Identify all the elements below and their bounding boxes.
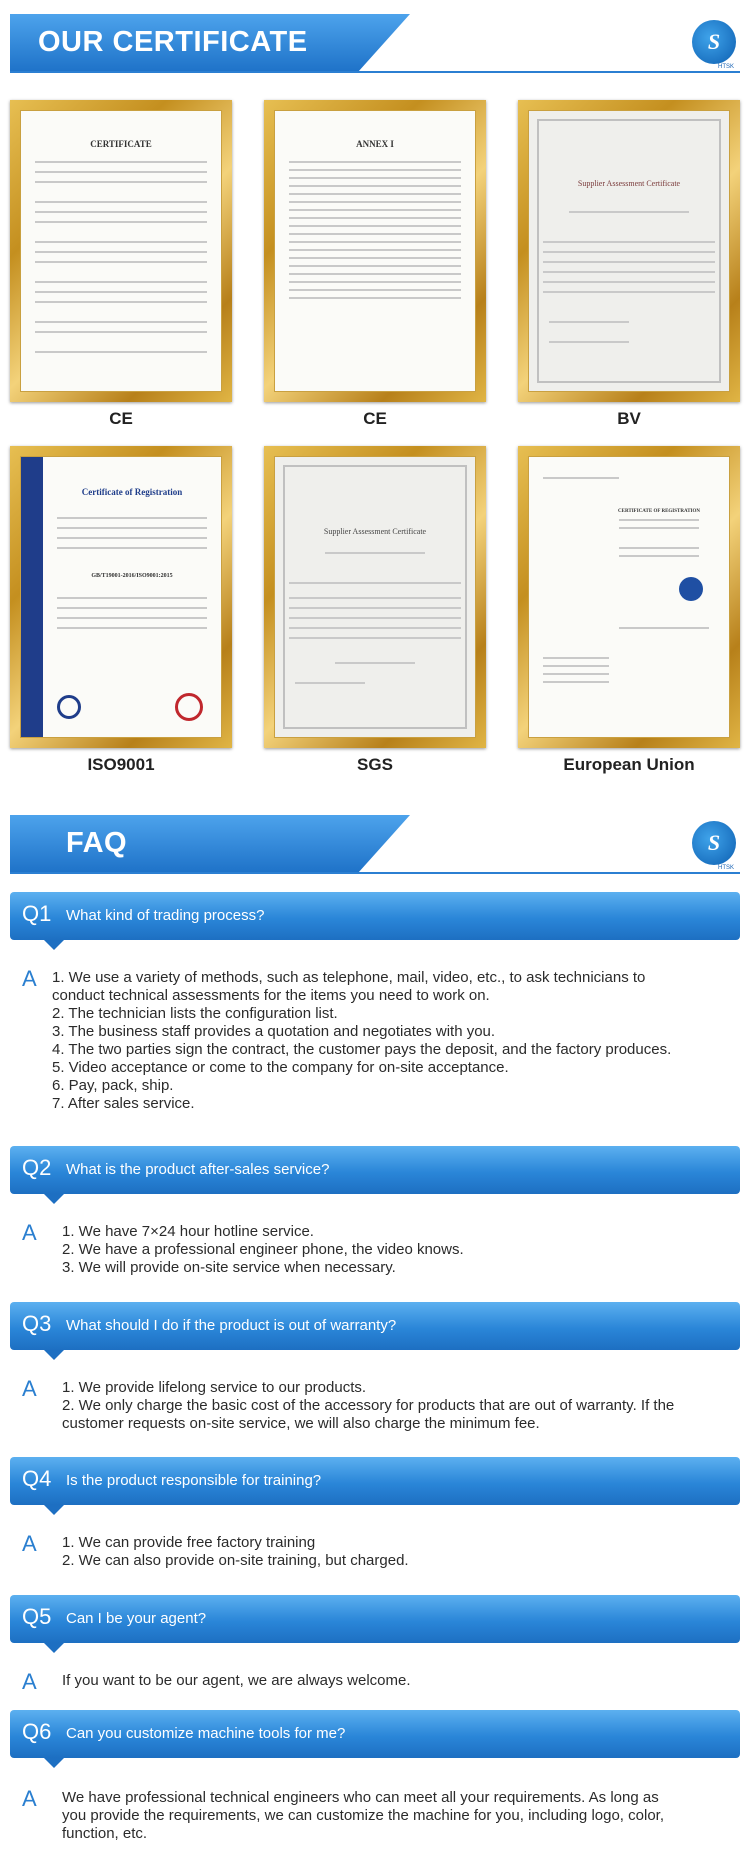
answer-line: 7. After sales service. <box>52 1095 195 1112</box>
answer-line: If you want to be our agent, we are always welcome. <box>62 1672 411 1689</box>
certificate-image <box>20 110 222 392</box>
certificate-label: European Union <box>563 755 695 774</box>
answer-line: function, etc. <box>62 1825 148 1842</box>
faq-answer-5 <box>10 1669 740 1693</box>
faq-answer-6 <box>10 1786 740 1846</box>
certificate-label: CE <box>109 409 133 428</box>
certificate-card-sgs <box>264 446 486 775</box>
answer-line: 1. We use a variety of methods, such as telephone, mail, video, etc., to ask technicians to <box>52 969 646 986</box>
answer-line: 3. We will provide on-site service when necessary. <box>62 1259 396 1276</box>
certificate-standard: GB/T19001-2016/ISO9001:2015 <box>91 573 173 579</box>
certificate-section-header <box>0 2 750 72</box>
answer-line: 4. The two parties sign the contract, the customer pays the deposit, and the factory produces. <box>52 1041 672 1058</box>
question-number: Q6 <box>22 1719 52 1744</box>
certificate-image <box>528 456 730 738</box>
certificate-label: ISO9001 <box>87 755 155 774</box>
certificate-label: CE <box>363 409 387 428</box>
answer-line: you provide the requirements, we can customize the machine for you, including logo, color, <box>62 1807 664 1824</box>
answer-line: 6. Pay, pack, ship. <box>52 1077 174 1094</box>
certificate-section-title: OUR CERTIFICATE <box>38 26 308 58</box>
answer-label: A <box>22 1220 37 1245</box>
certificate-card-european-union <box>518 446 740 775</box>
certificate-doc-title: CERTIFICATE <box>90 139 152 149</box>
gold-frame <box>10 100 232 402</box>
faq-answer-2 <box>10 1220 740 1280</box>
faq-question-3 <box>10 1302 740 1350</box>
question-text: Can you customize machine tools for me? <box>66 1725 346 1742</box>
answer-line: customer requests on-site service, we will also charge the minimum fee. <box>62 1415 540 1432</box>
answer-line: 2. We can also provide on-site training, but charged. <box>62 1552 409 1569</box>
certificate-card-iso9001 <box>10 446 232 775</box>
certificate-label: BV <box>617 409 641 428</box>
answer-line: conduct technical assessments for the items you need to work on. <box>52 987 490 1004</box>
question-number: Q1 <box>22 901 52 926</box>
certificate-doc-title: ANNEX I <box>356 139 394 149</box>
certificate-card-bv <box>518 100 740 429</box>
question-number: Q5 <box>22 1604 52 1629</box>
answer-label: A <box>22 1669 37 1694</box>
header-divider <box>10 71 740 73</box>
answer-line: 2. We have a professional engineer phone, the video knows. <box>62 1241 464 1258</box>
question-number: Q4 <box>22 1466 52 1491</box>
faq-answer-3 <box>10 1376 740 1436</box>
faq-answer-1 <box>10 966 740 1126</box>
certificate-image <box>528 110 730 392</box>
certificate-image <box>20 456 222 738</box>
answer-label: A <box>22 1531 37 1556</box>
certificate-card-ce-2 <box>264 100 486 429</box>
certificate-doc-title: CERTIFICATE OF REGISTRATION <box>618 509 700 514</box>
question-number: Q2 <box>22 1155 52 1180</box>
answer-line: 1. We can provide free factory training <box>62 1534 316 1551</box>
question-text: What is the product after-sales service? <box>66 1161 330 1178</box>
gold-frame <box>518 446 740 748</box>
answer-label: A <box>22 1786 37 1811</box>
faq-question-4 <box>10 1457 740 1505</box>
gold-frame <box>10 446 232 748</box>
faq-question-6 <box>10 1710 740 1758</box>
certificate-label: SGS <box>357 755 393 774</box>
header-divider <box>10 872 740 874</box>
question-text: What should I do if the product is out of warranty? <box>66 1317 397 1334</box>
gold-frame <box>264 100 486 402</box>
faq-question-1 <box>10 892 740 940</box>
certificate-image <box>274 456 476 738</box>
answer-line: We have professional technical engineers who can meet all your requirements. As long as <box>62 1789 659 1806</box>
certificate-doc-title: Supplier Assessment Certificate <box>577 179 681 188</box>
brand-logo-text: HTSK <box>717 865 734 871</box>
faq-section-title: FAQ <box>66 827 128 859</box>
answer-label: A <box>22 1376 37 1401</box>
answer-line: 3. The business staff provides a quotation and negotiates with you. <box>52 1023 496 1040</box>
answer-line: 2. The technician lists the configuration list. <box>52 1005 338 1022</box>
certificate-card-ce-1 <box>10 100 232 429</box>
faq-section-header <box>0 803 750 873</box>
faq-question-2 <box>10 1146 740 1194</box>
gold-frame <box>264 446 486 748</box>
question-number: Q3 <box>22 1311 52 1336</box>
brand-logo-text: HTSK <box>717 64 734 70</box>
certificate-image <box>274 110 476 392</box>
gold-frame <box>518 100 740 402</box>
question-text: Is the product responsible for training? <box>66 1472 322 1489</box>
answer-line: 5. Video acceptance or come to the company for on-site acceptance. <box>52 1059 509 1076</box>
answer-line: 2. We only charge the basic cost of the accessory for products that are out of warranty. If the <box>62 1397 675 1414</box>
question-text: What kind of trading process? <box>66 907 265 924</box>
question-text: Can I be your agent? <box>66 1610 207 1627</box>
answer-line: 1. We provide lifelong service to our products. <box>62 1379 367 1396</box>
certificate-doc-title: Certificate of Registration <box>81 487 183 497</box>
brand-logo-icon: S <box>692 20 736 64</box>
brand-logo-icon: S <box>692 821 736 865</box>
faq-question-5 <box>10 1595 740 1643</box>
faq-answer-4 <box>10 1531 740 1571</box>
answer-line: 1. We have 7×24 hour hotline service. <box>62 1223 314 1240</box>
answer-label: A <box>22 966 37 991</box>
certificate-doc-title: Supplier Assessment Certificate <box>323 527 427 536</box>
